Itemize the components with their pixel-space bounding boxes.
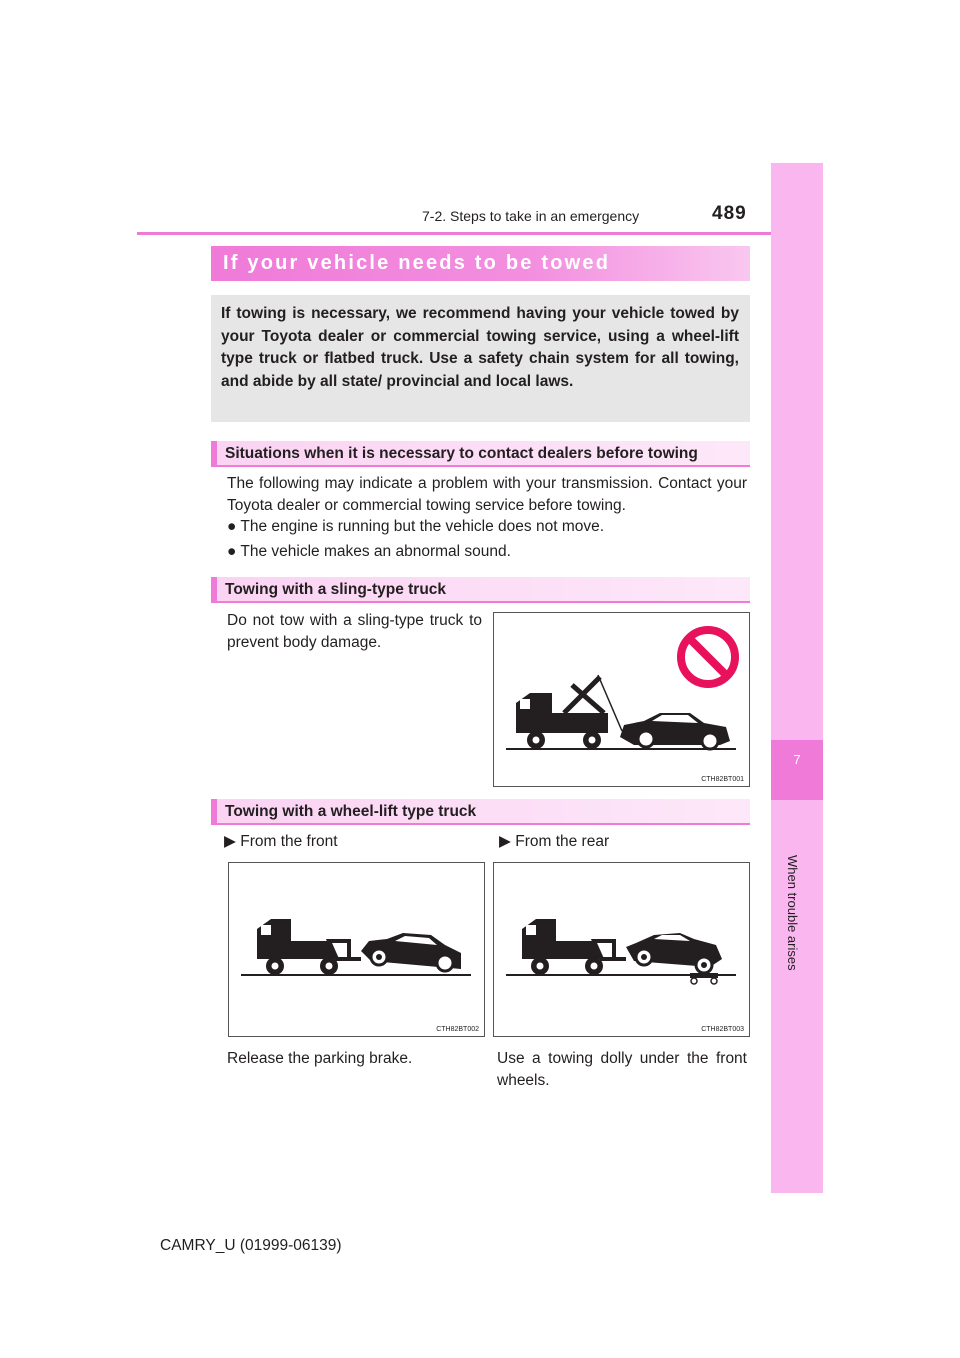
intro-text: If towing is necessary, we recommend having your vehicle towed by your Toyota dealer or commercial towing service, using a wheel-lift type truck or flatbed truck. Use a safety chain system for all towing, and abide by all state/ provincial and local laws. xyxy=(221,305,739,390)
chapter-number: 7 xyxy=(793,752,801,767)
chapter-title: When trouble arises xyxy=(785,855,800,971)
subheading-sling-text: Towing with a sling-type truck xyxy=(225,581,447,598)
triangle-right-icon: ▶ xyxy=(224,833,236,850)
subheading-sling xyxy=(211,577,750,603)
from-rear-label xyxy=(499,831,609,853)
wheel-lift-front-drawing xyxy=(229,863,484,1036)
dealers-text: The following may indicate a problem with your transmission. Contact your Toyota dealer or commercial towing service before towing. xyxy=(227,475,747,514)
page-number: 489 xyxy=(712,203,747,224)
list-item xyxy=(227,543,747,561)
image-code: CTH82BT002 xyxy=(436,1026,479,1033)
chapter-tab-active xyxy=(771,740,823,800)
wheel-lift-front-illustration xyxy=(228,862,485,1037)
subheading-wheel-lift xyxy=(211,799,750,825)
from-front-label xyxy=(224,831,338,853)
front-caption: Release the parking brake. xyxy=(227,1050,413,1067)
prohibition-icon xyxy=(681,630,735,684)
wheel-lift-rear-illustration xyxy=(493,862,750,1037)
page-title: If your vehicle needs to be towed xyxy=(223,252,611,274)
sling-truck-drawing xyxy=(494,613,749,786)
subheading-wheel-lift-text: Towing with a wheel-lift type truck xyxy=(225,803,477,820)
wheel-lift-rear-drawing xyxy=(494,863,749,1036)
image-code: CTH82BT001 xyxy=(701,776,744,783)
page-title-bar xyxy=(211,246,750,281)
sling-truck-illustration xyxy=(493,612,750,787)
section-breadcrumb: 7-2. Steps to take in an emergency xyxy=(422,208,640,224)
bullet-text: The vehicle makes an abnormal sound. xyxy=(240,543,511,560)
from-front-text: From the front xyxy=(240,833,338,850)
chapter-tab xyxy=(771,163,823,1193)
document-code: CAMRY_U (01999-06139) xyxy=(160,1237,342,1254)
sling-text: Do not tow with a sling-type truck to prevent body damage. xyxy=(227,612,482,651)
rear-caption: Use a towing dolly under the front wheels. xyxy=(497,1050,747,1089)
intro-box xyxy=(211,295,750,422)
bullet-text: The engine is running but the vehicle does not move. xyxy=(240,518,605,535)
from-rear-text: From the rear xyxy=(515,833,610,850)
bullet-icon: ● xyxy=(227,518,237,535)
triangle-right-icon: ▶ xyxy=(499,833,511,850)
image-code: CTH82BT003 xyxy=(701,1026,744,1033)
header-rule xyxy=(137,232,823,235)
bullet-icon: ● xyxy=(227,543,237,560)
subheading-dealers xyxy=(211,441,750,467)
list-item xyxy=(227,518,747,536)
subheading-dealers-text: Situations when it is necessary to contact dealers before towing xyxy=(225,445,698,462)
